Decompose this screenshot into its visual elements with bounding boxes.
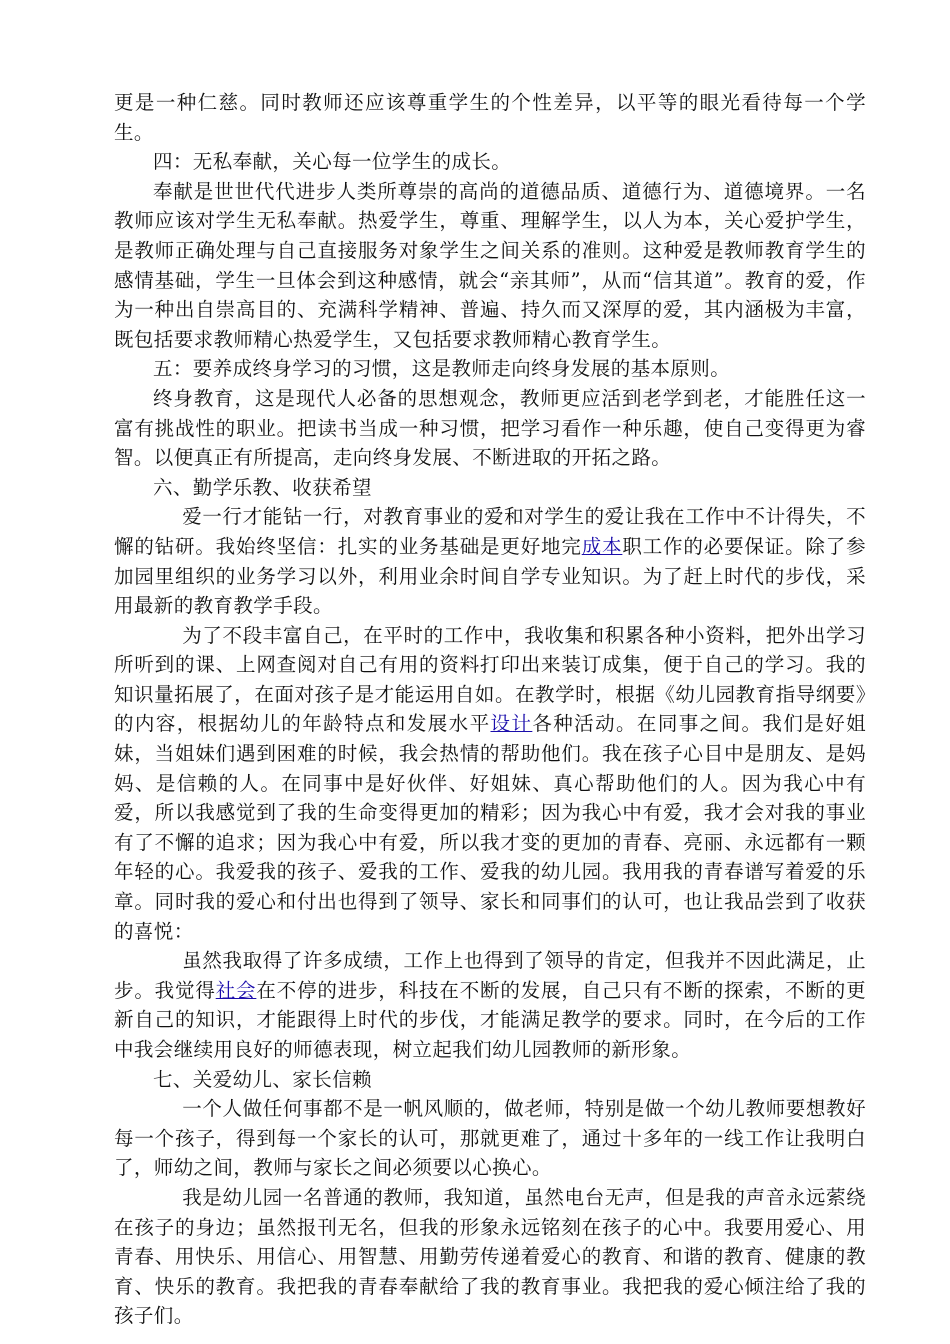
paragraph [114, 473, 866, 503]
paragraph [114, 147, 866, 177]
paragraph-text: 在不停的进步，科技在不断的发展，自己只有不断的探索，不断的更新自己的知识，才能跟得上时代的步伐，才能满足教学的要求。同时，在今后的工作中我会继续用良好的师德表现，树立起我们幼儿园教师的新形象。 [114, 978, 866, 1061]
document-page [114, 88, 866, 1331]
paragraph-text: 六、勤学乐教、收获希望 [153, 475, 372, 499]
paragraph-text: 四：无私奉献，关心每一位学生的成长。 [153, 150, 512, 174]
paragraph-text: 七、关爱幼儿、家长信赖 [153, 1067, 372, 1091]
paragraph [114, 177, 866, 355]
paragraph-text: 更是一种仁慈。同时教师还应该尊重学生的个性差异，以平等的眼光看待每一个学生。 [114, 91, 866, 144]
paragraph-text: 虽然我取得了许多成绩，工作上也得到了领导的肯定，但我并不因此满足，止步。我觉得 [114, 949, 866, 1002]
paragraph [114, 621, 866, 947]
paragraph [114, 384, 866, 473]
paragraph [114, 1065, 866, 1095]
paragraph-text: 我是幼儿园一名普通的教师，我知道，虽然电台无声，但是我的声音永远萦绕在孩子的身边；虽然报刊无名，但我的形象永远铭刻在孩子的心中。我要用爱心、用青春、用快乐、用信心、用智慧、用勤劳传递着爱心的教育、和谐的教育、健康的教育、快乐的教育。我把我的青春奉献给了我的教育事业。我把我的爱心倾注给了我的孩子们。 [114, 1185, 866, 1328]
paragraph-text: 为了不段丰富自己，在平时的工作中，我收集和积累各种小资料，把外出学习所听到的课、上网查阅对自己有用的资料打印出来装订成集，便于自己的学习。我的知识量拓展了，在面对孩子是才能运用自如。在教学时，根据《幼儿园教育指导纲要》的内容，根据幼儿的年龄特点和发展水平 [114, 623, 866, 736]
inline-link[interactable]: 设计 [490, 712, 533, 736]
paragraph [114, 354, 866, 384]
paragraph [114, 946, 866, 1064]
paragraph-text: 各种活动。在同事之间。我们是好姐妹，当姐妹们遇到困难的时候，我会热情的帮助他们。我在孩子心目中是朋友、是妈妈、是信赖的人。在同事中是好伙伴、好姐妹、真心帮助他们的人。因为我心中有爱，所以我感觉到了我的生命变得更加的精彩；因为我心中有爱，我才会对我的事业有了不懈的追求；因为我心中有爱，所以我才变的更加的青春、亮丽、永远都有一颗年轻的心。我爱我的孩子、爱我的工作、爱我的幼儿园。我用我的青春谱写着爱的乐章。同时我的爱心和付出也得到了领导、家长和同事们的认可，也让我品尝到了收获的喜悦： [114, 712, 866, 943]
paragraph-text: 五：要养成终身学习的习惯，这是教师走向终身发展的基本原则。 [153, 357, 731, 381]
paragraph-text: 奉献是世世代代进步人类所尊崇的高尚的道德品质、道德行为、道德境界。一名教师应该对学生无私奉献。热爱学生，尊重、理解学生，以人为本，关心爱护学生，是教师正确处理与自己直接服务对象学生之间关系的准则。这种爱是教师教育学生的感情基础，学生一旦体会到这种感情，就会“亲其师”，从而“信其道”。教育的爱，作为一种出自崇高目的、充满科学精神、普遍、持久而又深厚的爱，其内涵极为丰富，既包括要求教师精心热爱学生，又包括要求教师精心教育学生。 [114, 179, 866, 351]
paragraph [114, 1183, 866, 1331]
paragraph [114, 502, 866, 620]
inline-link[interactable]: 社会 [215, 978, 257, 1002]
paragraph-text: 一个人做任何事都不是一帆风顺的，做老师，特别是做一个幼儿教师要想教好每一个孩子，得到每一个家长的认可，那就更难了，通过十多年的一线工作让我明白了，师幼之间，教师与家长之间必须要以心换心。 [114, 1097, 866, 1180]
paragraph [114, 1094, 866, 1183]
paragraph-text: 职工作的必要保证。除了参加园里组织的业务学习以外，利用业余时间自学专业知识。为了赶上时代的步伐，采用最新的教育教学手段。 [114, 534, 866, 618]
inline-link[interactable]: 成本 [581, 534, 623, 558]
paragraph-text: 爱一行才能钻一行，对教育事业的爱和对学生的爱让我在工作中不计得失，不懈的钻研。我始终坚信：扎实的业务基础是更好地完 [114, 505, 866, 558]
paragraph [114, 88, 866, 147]
paragraph-text: 终身教育，这是现代人必备的思想观念，教师更应活到老学到老，才能胜任这一富有挑战性的职业。把读书当成一种习惯，把学习看作一种乐趣，使自己变得更为睿智。以便真正有所提高，走向终身发展、不断进取的开拓之路。 [114, 386, 866, 470]
